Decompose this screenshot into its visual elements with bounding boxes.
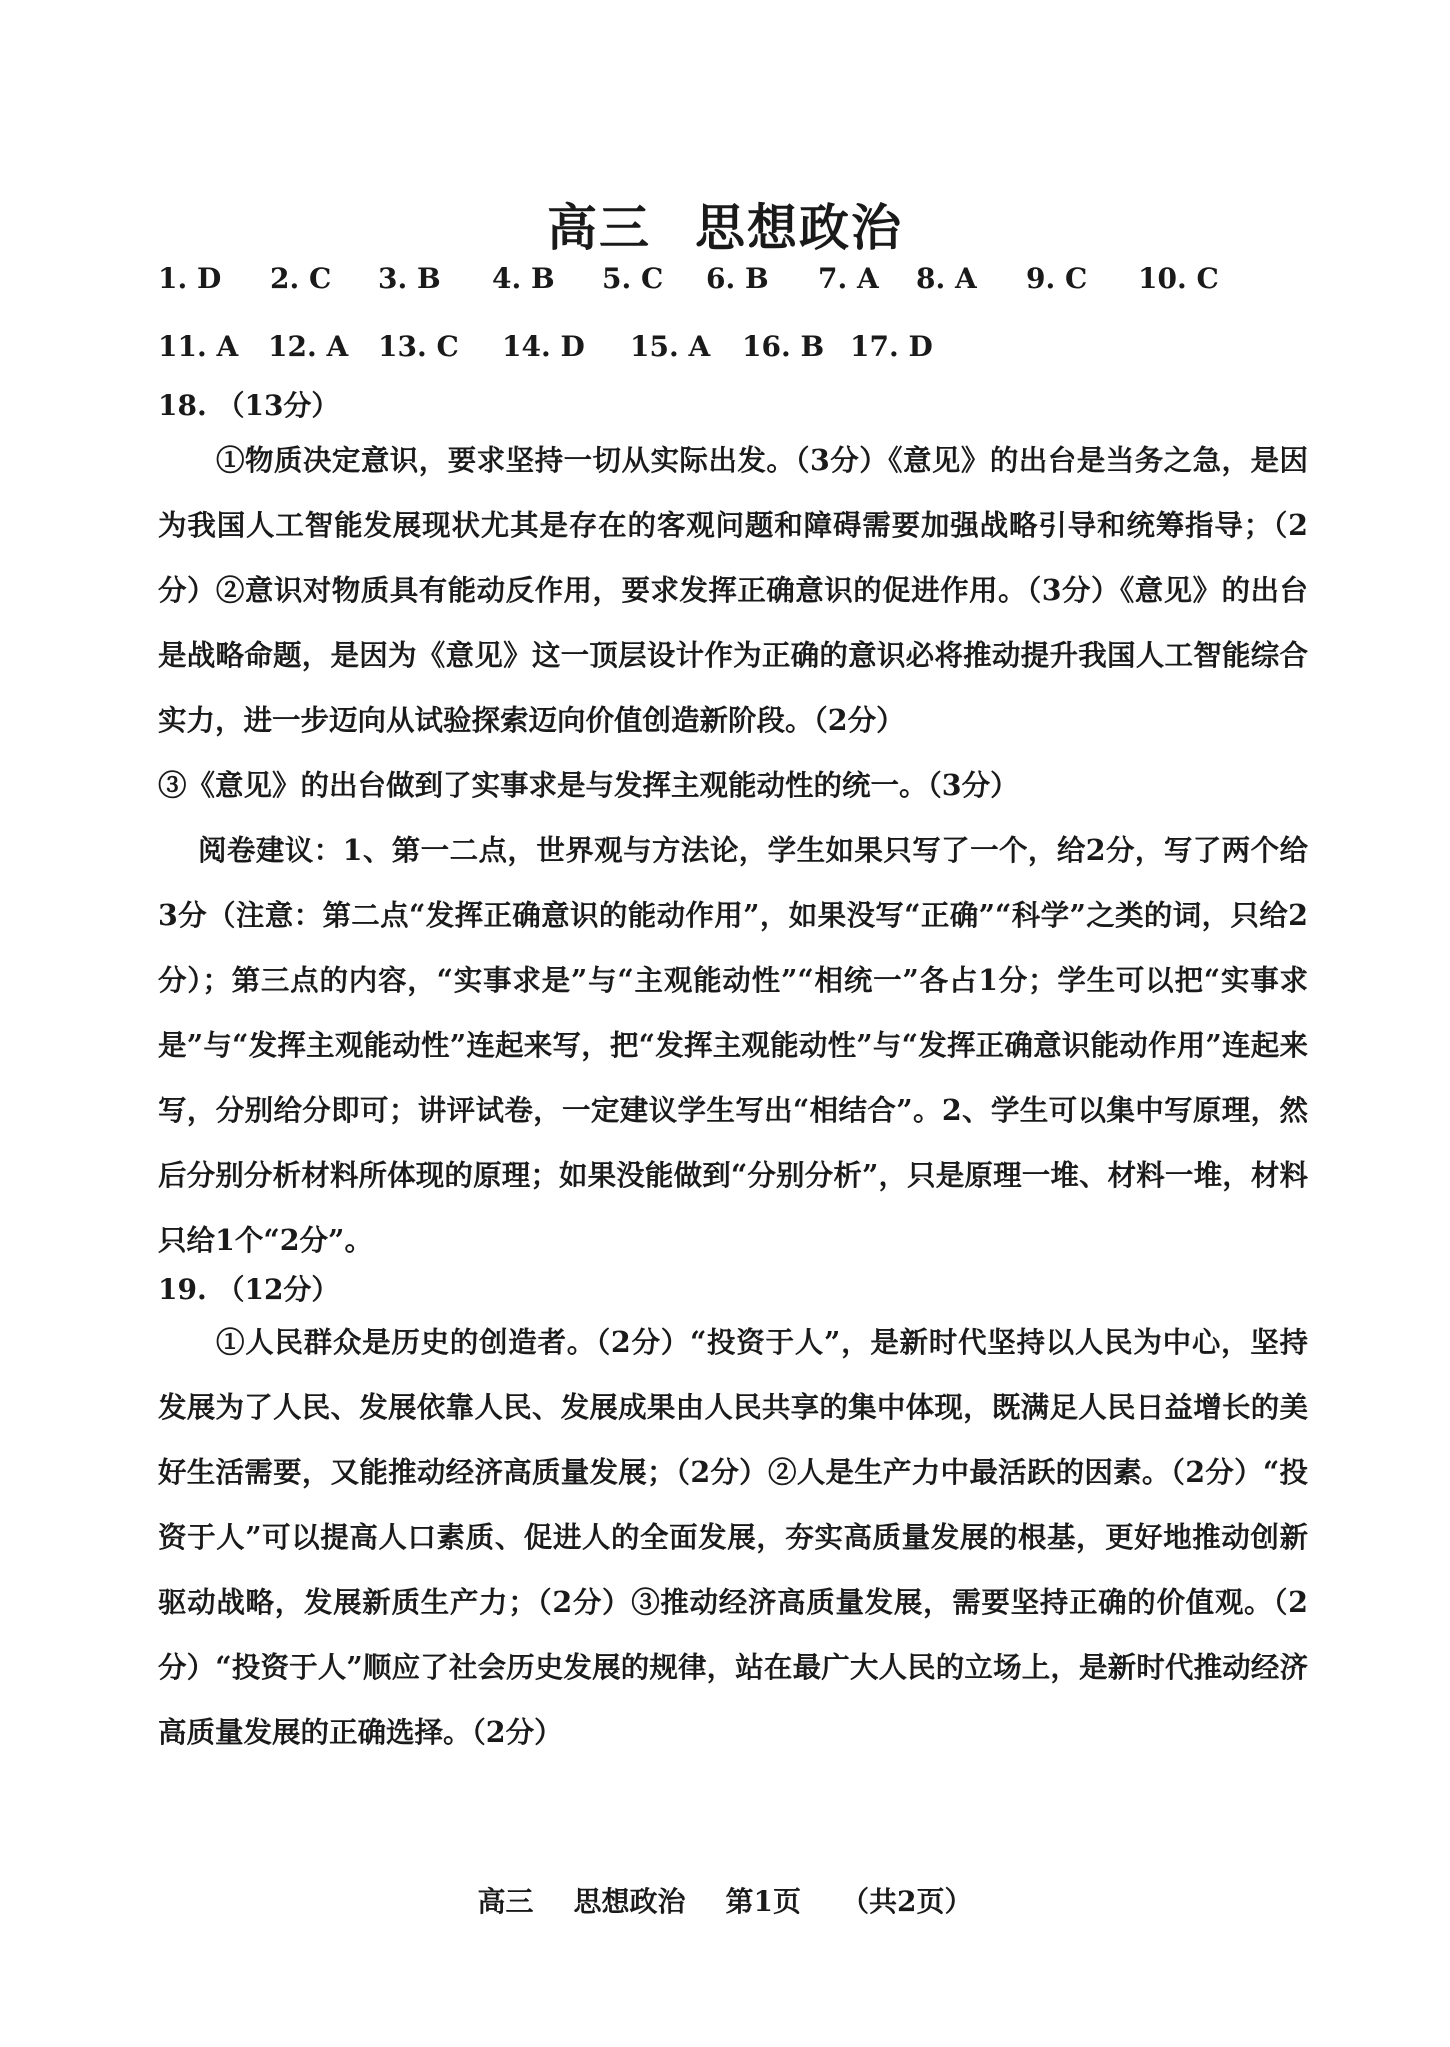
q18-answer-block xyxy=(158,428,1308,1273)
answer-key-row-1 xyxy=(158,262,1248,295)
answer-item: 11. A xyxy=(158,330,239,363)
answer-item: 1. D xyxy=(158,262,222,295)
answer-item: 9. C xyxy=(1026,262,1088,295)
title-subject: 思想政治 xyxy=(695,199,903,257)
q18-paragraph-2: ③《意见》的出台做到了实事求是与发挥主观能动性的统一。（3分） xyxy=(158,768,1019,802)
q18-paragraph-1: ①物质决定意识，要求坚持一切从实际出发。（3分）《意见》的出台是当务之急，是因为我国人工智能发展现状尤其是存在的客观问题和障碍需要加强战略引导和统筹指导；（2分）②意识对物质具有能动反作用，要求发挥正确意识的促进作用。（3分）《意见》的出台是战略命题，是因为《意见》这一顶层设计作为正确的意识必将推动提升我国人工智能综合实力，进一步迈向从试验探索迈向价值创造新阶段。（2分） xyxy=(158,443,1308,737)
footer-total-pages: （共2页） xyxy=(841,1885,973,1918)
answer-item: 8. A xyxy=(916,262,977,295)
footer-subject: 思想政治 xyxy=(573,1885,686,1918)
answer-item: 6. B xyxy=(706,262,769,295)
answer-key-row-2 xyxy=(158,330,960,363)
q19-paragraph-1: ①人民群众是历史的创造者。（2分）“投资于人”，是新时代坚持以人民为中心，坚持发展为了人民、发展依靠人民、发展成果由人民共享的集中体现，既满足人民日益增长的美好生活需要，又能推动经济高质量发展；（2分）②人是生产力中最活跃的因素。（2分）“投资于人”可以提高人口素质、促进人的全面发展，夯实高质量发展的根基，更好地推动创新驱动战略，发展新质生产力；（2分）③推动经济高质量发展，需要坚持正确的价值观。（2分）“投资于人”顺应了社会历史发展的规律，站在最广大人民的立场上，是新时代推动经济高质量发展的正确选择。（2分） xyxy=(158,1325,1308,1749)
answer-item: 15. A xyxy=(630,330,711,363)
answer-item: 16. B xyxy=(742,330,825,363)
answer-item: 13. C xyxy=(378,330,459,363)
answer-item: 7. A xyxy=(818,262,879,295)
answer-item: 3. B xyxy=(378,262,441,295)
title-grade: 高三 xyxy=(547,199,651,257)
q18-heading: 18. （13分） xyxy=(158,389,340,422)
answer-item: 12. A xyxy=(268,330,349,363)
answer-item: 5. C xyxy=(602,262,664,295)
answer-item: 17. D xyxy=(850,330,933,363)
page-title xyxy=(0,188,1450,260)
answer-item: 2. C xyxy=(270,262,332,295)
q19-answer-block xyxy=(158,1310,1308,1765)
page-footer xyxy=(0,1880,1450,1920)
footer-grade: 高三 xyxy=(477,1885,534,1918)
answer-item: 4. B xyxy=(492,262,555,295)
answer-item: 10. C xyxy=(1138,262,1219,295)
q18-grading-notes: 阅卷建议：1、第一二点，世界观与方法论，学生如果只写了一个，给2分，写了两个给3分（注意：第二点“发挥正确意识的能动作用”，如果没写“正确”“科学”之类的词，只给2分）；第三点的内容，“实事求是”与“主观能动性”“相统一”各占1分；学生可以把“实事求是”与“发挥主观能动性”连起来写，把“发挥主观能动性”与“发挥正确意识能动作用”连起来写，分别给分即可；讲评试卷，一定建议学生写出“相结合”。2、学生可以集中写原理，然后分别分析材料所体现的原理；如果没能做到“分别分析”，只是原理一堆、材料一堆，材料只给1个“2分”。 xyxy=(158,833,1308,1257)
footer-page-number: 第1页 xyxy=(725,1885,802,1918)
answer-item: 14. D xyxy=(502,330,585,363)
q19-heading: 19. （12分） xyxy=(158,1273,340,1306)
